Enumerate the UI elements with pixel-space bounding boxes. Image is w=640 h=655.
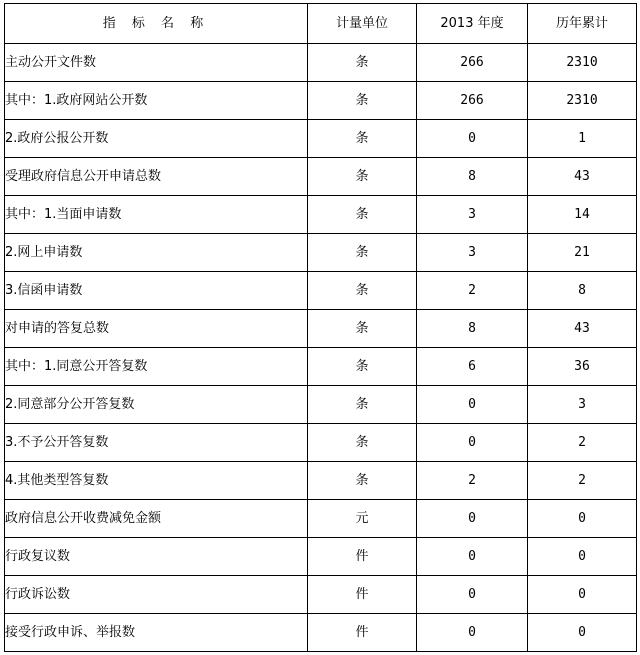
row-unit: 件 [308, 576, 417, 614]
row-unit: 条 [308, 310, 417, 348]
table-row [5, 348, 637, 386]
row-year-value: 0 [417, 120, 528, 158]
table-row [5, 424, 637, 462]
table-row [5, 196, 637, 234]
row-indicator-name: 对申请的答复总数 [5, 310, 308, 348]
row-cumulative-value: 2310 [528, 82, 637, 120]
row-cumulative-value: 2310 [528, 44, 637, 82]
row-year-value: 8 [417, 310, 528, 348]
row-unit: 件 [308, 614, 417, 652]
row-indicator-name: 受理政府信息公开申请总数 [5, 158, 308, 196]
row-indicator-name: 4.其他类型答复数 [5, 462, 308, 500]
row-year-value: 2 [417, 462, 528, 500]
row-cumulative-value: 1 [528, 120, 637, 158]
row-unit: 条 [308, 82, 417, 120]
row-cumulative-value: 0 [528, 538, 637, 576]
row-indicator-name: 3.信函申请数 [5, 272, 308, 310]
row-unit: 条 [308, 234, 417, 272]
row-cumulative-value: 0 [528, 500, 637, 538]
table-row [5, 120, 637, 158]
table-row [5, 386, 637, 424]
header-unit: 计量单位 [308, 4, 417, 44]
table-row [5, 576, 637, 614]
row-year-value: 0 [417, 386, 528, 424]
row-cumulative-value: 0 [528, 614, 637, 652]
row-unit: 条 [308, 120, 417, 158]
row-indicator-name: 政府信息公开收费减免金额 [5, 500, 308, 538]
row-unit: 元 [308, 500, 417, 538]
row-year-value: 0 [417, 614, 528, 652]
row-unit: 条 [308, 348, 417, 386]
row-year-value: 6 [417, 348, 528, 386]
row-unit: 条 [308, 272, 417, 310]
row-indicator-name: 接受行政申诉、举报数 [5, 614, 308, 652]
table-row [5, 44, 637, 82]
row-year-value: 8 [417, 158, 528, 196]
row-cumulative-value: 2 [528, 424, 637, 462]
row-cumulative-value: 0 [528, 576, 637, 614]
row-year-value: 2 [417, 272, 528, 310]
row-cumulative-value: 8 [528, 272, 637, 310]
row-indicator-name: 主动公开文件数 [5, 44, 308, 82]
row-indicator-name: 行政复议数 [5, 538, 308, 576]
row-cumulative-value: 21 [528, 234, 637, 272]
row-unit: 条 [308, 158, 417, 196]
row-year-value: 266 [417, 44, 528, 82]
row-unit: 条 [308, 196, 417, 234]
table-row [5, 462, 637, 500]
row-unit: 条 [308, 44, 417, 82]
row-indicator-name: 其中：1.同意公开答复数 [5, 348, 308, 386]
row-indicator-name: 其中：1.当面申请数 [5, 196, 308, 234]
row-unit: 条 [308, 386, 417, 424]
row-year-value: 3 [417, 234, 528, 272]
row-indicator-name: 其中：1.政府网站公开数 [5, 82, 308, 120]
row-indicator-name: 行政诉讼数 [5, 576, 308, 614]
table-row [5, 272, 637, 310]
statistics-table [4, 3, 637, 652]
table-row [5, 158, 637, 196]
table-row [5, 538, 637, 576]
row-indicator-name: 2.政府公报公开数 [5, 120, 308, 158]
row-year-value: 0 [417, 500, 528, 538]
row-cumulative-value: 3 [528, 386, 637, 424]
row-cumulative-value: 43 [528, 158, 637, 196]
header-indicator-name: 指 标 名 称 [5, 4, 308, 44]
table-row [5, 82, 637, 120]
row-indicator-name: 2.网上申请数 [5, 234, 308, 272]
table-row [5, 500, 637, 538]
row-cumulative-value: 43 [528, 310, 637, 348]
header-cumulative: 历年累计 [528, 4, 637, 44]
row-year-value: 3 [417, 196, 528, 234]
row-year-value: 0 [417, 424, 528, 462]
table-row [5, 310, 637, 348]
row-cumulative-value: 14 [528, 196, 637, 234]
row-year-value: 0 [417, 538, 528, 576]
table-row [5, 614, 637, 652]
row-year-value: 0 [417, 576, 528, 614]
row-cumulative-value: 36 [528, 348, 637, 386]
row-unit: 条 [308, 424, 417, 462]
row-indicator-name: 3.不予公开答复数 [5, 424, 308, 462]
row-year-value: 266 [417, 82, 528, 120]
row-unit: 件 [308, 538, 417, 576]
table-row [5, 234, 637, 272]
header-year: 2013 年度 [417, 4, 528, 44]
row-indicator-name: 2.同意部分公开答复数 [5, 386, 308, 424]
row-cumulative-value: 2 [528, 462, 637, 500]
header-row [5, 4, 637, 44]
row-unit: 条 [308, 462, 417, 500]
